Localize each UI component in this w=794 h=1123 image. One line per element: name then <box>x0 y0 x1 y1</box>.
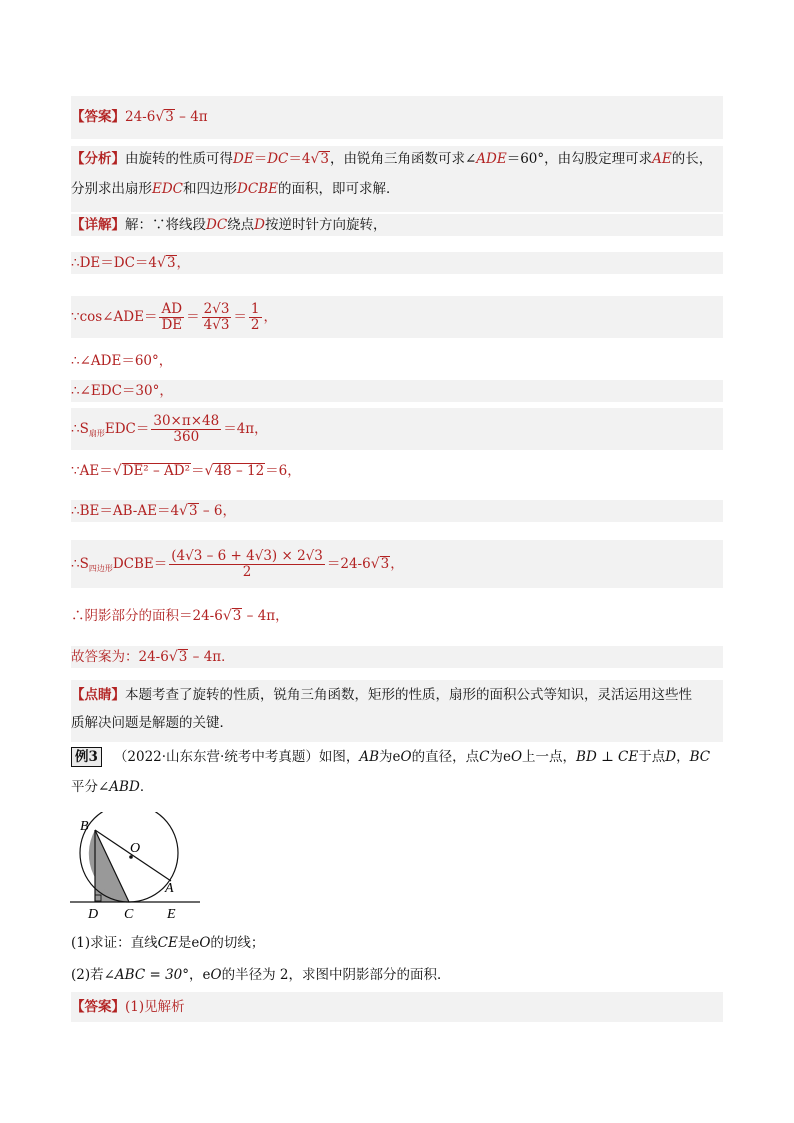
detail-line-10: ∴阴影部分的面积＝24-6√3 – 4π， <box>71 608 289 624</box>
comment-line-2: 质解决问题是解题的关键． <box>71 715 233 731</box>
label-d: D <box>88 907 99 922</box>
detail-line-5: ∴∠EDC＝30°， <box>71 380 723 402</box>
comment-block <box>71 680 723 742</box>
comment-line-1: 【点睛】本题考查了旋转的性质，锐角三角函数，矩形的性质，扇形的面积公式等知识，灵活运用这些性 <box>71 687 692 703</box>
label-c: C <box>124 907 134 922</box>
geometry-figure <box>70 812 210 924</box>
question-1: (1)求证：直线CE是eO的切线； <box>71 935 265 951</box>
question-2: (2)若∠ABC = 30°，eO的半径为 2，求图中阴影部分的面积． <box>71 967 451 983</box>
detail-line-1: 【详解】解：∵将线段DC绕点D按逆时针方向旋转， <box>71 214 723 236</box>
answer-block <box>71 96 723 139</box>
label-e: E <box>167 907 176 922</box>
detail-line-8: ∴BE＝AB-AE＝4√3 – 6， <box>71 500 723 522</box>
detail-line-7: ∵AE＝√DE² – AD²＝√48 – 12＝6， <box>71 463 301 479</box>
detail-line-4: ∴∠ADE＝60°， <box>71 353 173 369</box>
answer-tag: 【答案】 <box>71 109 125 125</box>
detail-line-2: ∴DE＝DC＝4√3， <box>71 252 723 274</box>
label-o: O <box>130 841 141 856</box>
detail-line-3: ∵cos∠ADE＝ $\frac{AD}{DE}$ ＝ $\frac{2√3}{4√3}$ ＝ $\frac{1}{2}$ ， <box>71 296 723 338</box>
analysis-line-2: 分别求出扇形EDC和四边形DCBE的面积，即可求解． <box>71 181 400 197</box>
detail-line-11: 故答案为：24-6√3 – 4π． <box>71 646 723 668</box>
example3-line-1: 例3 （2022·山东东营·统考中考真题）如图，AB为eO的直径，点C为eO上一点，BD ⊥ CE于点D，BC <box>71 746 723 768</box>
answer-value: 24-6√3 – 4π <box>125 109 208 125</box>
label-a: A <box>165 881 174 896</box>
analysis-line-1: 【分析】由旋转的性质可得DE＝DC＝4√3，由锐角三角函数可求∠ADE＝60°，由勾股定理可求AE的长， <box>71 151 713 167</box>
label-b: B <box>80 819 89 834</box>
analysis-block <box>71 146 723 212</box>
example-badge: 例3 <box>71 747 102 767</box>
example3-line-2: 平分∠ABD． <box>71 779 154 795</box>
answer2-block: 【答案】(1)见解析 <box>71 992 723 1022</box>
detail-line-9: $\therefore S_{四边形}DCBE=$ $\frac{(4√3 - 6 + 4√3) \times 2√3}{2}$ ＝24-6√3， <box>71 540 723 588</box>
detail-line-6: $\therefore S_{扇形}EDC=$ $\frac{30\times\pi\times 48}{360}$ ＝4π， <box>71 408 723 450</box>
